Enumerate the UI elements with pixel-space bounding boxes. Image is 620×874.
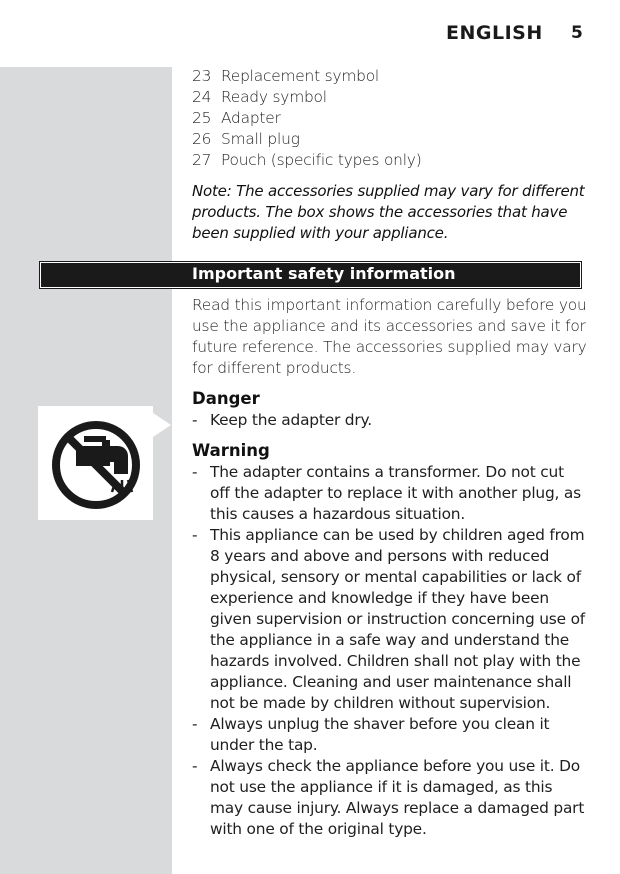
- language-header: ENGLISH: [446, 22, 543, 44]
- section-title: Important safety information: [192, 264, 456, 283]
- bullet-dash: -: [192, 715, 198, 733]
- item-number: 26: [192, 130, 212, 148]
- list-item: [192, 150, 587, 171]
- warning-item-text: Always check the appliance before you use it. Do not use the appliance if it is damaged, as this may cause injury. Always replace a damaged part with one of the original type.: [210, 757, 585, 838]
- list-item: [192, 756, 587, 840]
- warning-item-text: This appliance can be used by children aged from 8 years and above and persons with reduced physical, sensory or mental capabilities or lack of experience and knowledge if they have been given supervision or instruction concerning use of the appliance in a safe way and understand the hazards involved. Children shall not play with the appliance. Cleaning and user maintenance shall not be made by children without supervision.: [210, 526, 586, 712]
- warning-icon-panel: [38, 406, 153, 520]
- item-number: 25: [192, 109, 212, 127]
- bullet-dash: -: [192, 463, 198, 481]
- item-label: Adapter: [221, 109, 281, 127]
- item-label: Small plug: [221, 130, 300, 148]
- danger-heading: Danger: [192, 389, 260, 408]
- warning-item-text: The adapter contains a transformer. Do not cut off the adapter to replace it with another plug, as this causes a hazardous situation.: [210, 463, 581, 523]
- parts-list: [192, 66, 587, 171]
- bullet-dash: -: [192, 526, 198, 544]
- item-label: Replacement symbol: [221, 67, 380, 85]
- list-item: [192, 108, 587, 129]
- list-item: [192, 462, 587, 525]
- warning-list: [192, 462, 587, 840]
- section-intro: Read this important information carefully before you use the appliance and its accessories and save it for future reference. The accessories supplied may vary for different products.: [192, 296, 587, 377]
- item-number: 24: [192, 88, 212, 106]
- item-number: 27: [192, 151, 212, 169]
- warning-item-text: Always unplug the shaver before you clean it under the tap.: [210, 715, 550, 754]
- list-item: [192, 525, 587, 714]
- accessories-note: Note: The accessories supplied may vary for different products. The box shows the accessories that have been supplied with your appliance.: [192, 182, 585, 242]
- no-water-tap-icon: [38, 406, 153, 520]
- danger-list: [192, 410, 587, 431]
- item-label: Pouch (specific types only): [221, 151, 422, 169]
- list-item: [192, 66, 587, 87]
- danger-item-text: Keep the adapter dry.: [210, 411, 372, 429]
- list-item: [192, 87, 587, 108]
- list-item: [192, 714, 587, 756]
- warning-heading: Warning: [192, 441, 270, 460]
- page-number: 5: [571, 23, 583, 43]
- list-item: [192, 410, 587, 431]
- item-label: Ready symbol: [221, 88, 327, 106]
- list-item: [192, 129, 587, 150]
- bullet-dash: -: [192, 411, 198, 429]
- icon-pointer: [153, 413, 171, 437]
- item-number: 23: [192, 67, 212, 85]
- bullet-dash: -: [192, 757, 198, 775]
